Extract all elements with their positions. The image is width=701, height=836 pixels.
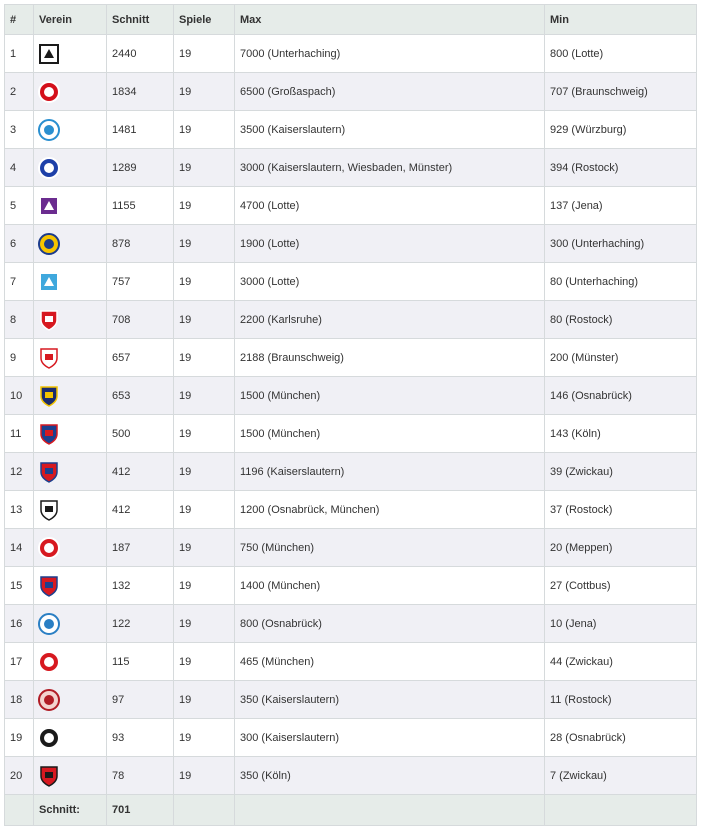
rank-cell: 20 bbox=[5, 757, 34, 795]
average-cell: 1834 bbox=[107, 73, 174, 111]
average-cell: 878 bbox=[107, 225, 174, 263]
games-cell: 19 bbox=[174, 415, 235, 453]
max-cell: 465 (München) bbox=[235, 643, 545, 681]
club-logo-cell bbox=[34, 491, 107, 529]
min-cell: 707 (Braunschweig) bbox=[545, 73, 697, 111]
rank-cell: 1 bbox=[5, 35, 34, 73]
rank-cell: 16 bbox=[5, 605, 34, 643]
club-crest-energie-icon[interactable] bbox=[38, 347, 60, 369]
games-cell: 19 bbox=[174, 377, 235, 415]
games-cell: 19 bbox=[174, 681, 235, 719]
column-header-max[interactable]: Max bbox=[235, 5, 545, 35]
max-cell: 1500 (München) bbox=[235, 415, 545, 453]
table-row bbox=[5, 35, 697, 73]
club-logo-cell bbox=[34, 757, 107, 795]
club-crest-sonnenhof-icon[interactable] bbox=[38, 765, 60, 787]
average-cell: 93 bbox=[107, 719, 174, 757]
column-header-rank[interactable]: # bbox=[5, 5, 34, 35]
average-cell: 757 bbox=[107, 263, 174, 301]
games-cell: 19 bbox=[174, 529, 235, 567]
min-cell: 39 (Zwickau) bbox=[545, 453, 697, 491]
average-cell: 122 bbox=[107, 605, 174, 643]
footer-label: Schnitt: bbox=[34, 795, 107, 826]
games-cell: 19 bbox=[174, 149, 235, 187]
footer-empty-cell bbox=[235, 795, 545, 826]
club-crest-eagle-icon[interactable] bbox=[38, 499, 60, 521]
min-cell: 44 (Zwickau) bbox=[545, 643, 697, 681]
min-cell: 137 (Jena) bbox=[545, 187, 697, 225]
column-header-club[interactable]: Verein bbox=[34, 5, 107, 35]
min-cell: 300 (Unterhaching) bbox=[545, 225, 697, 263]
rank-cell: 17 bbox=[5, 643, 34, 681]
min-cell: 11 (Rostock) bbox=[545, 681, 697, 719]
average-cell: 1481 bbox=[107, 111, 174, 149]
max-cell: 2200 (Karlsruhe) bbox=[235, 301, 545, 339]
club-crest-carl-zeiss-icon[interactable] bbox=[38, 385, 60, 407]
average-cell: 657 bbox=[107, 339, 174, 377]
games-cell: 19 bbox=[174, 301, 235, 339]
max-cell: 750 (München) bbox=[235, 529, 545, 567]
club-logo-cell bbox=[34, 225, 107, 263]
attendance-table bbox=[4, 4, 697, 826]
club-logo-cell bbox=[34, 111, 107, 149]
max-cell: 6500 (Großaspach) bbox=[235, 73, 545, 111]
rank-cell: 13 bbox=[5, 491, 34, 529]
min-cell: 20 (Meppen) bbox=[545, 529, 697, 567]
average-cell: 500 bbox=[107, 415, 174, 453]
club-crest-hfc-icon[interactable] bbox=[38, 309, 60, 331]
table-header-row bbox=[5, 5, 697, 35]
average-cell: 412 bbox=[107, 491, 174, 529]
rank-cell: 9 bbox=[5, 339, 34, 377]
max-cell: 300 (Kaiserslautern) bbox=[235, 719, 545, 757]
average-cell: 187 bbox=[107, 529, 174, 567]
club-crest-vfr-icon[interactable] bbox=[38, 727, 60, 749]
table-row bbox=[5, 415, 697, 453]
table-row bbox=[5, 301, 697, 339]
max-cell: 3000 (Kaiserslautern, Wiesbaden, Münster) bbox=[235, 149, 545, 187]
min-cell: 37 (Rostock) bbox=[545, 491, 697, 529]
average-cell: 132 bbox=[107, 567, 174, 605]
table-row bbox=[5, 225, 697, 263]
max-cell: 7000 (Unterhaching) bbox=[235, 35, 545, 73]
club-logo-cell bbox=[34, 263, 107, 301]
rank-cell: 19 bbox=[5, 719, 34, 757]
max-cell: 1200 (Osnabrück, München) bbox=[235, 491, 545, 529]
rank-cell: 8 bbox=[5, 301, 34, 339]
rank-cell: 15 bbox=[5, 567, 34, 605]
max-cell: 1900 (Lotte) bbox=[235, 225, 545, 263]
table-row bbox=[5, 567, 697, 605]
club-crest-sga-icon[interactable] bbox=[38, 461, 60, 483]
games-cell: 19 bbox=[174, 111, 235, 149]
table-row bbox=[5, 149, 697, 187]
min-cell: 27 (Cottbus) bbox=[545, 567, 697, 605]
club-logo-cell bbox=[34, 453, 107, 491]
average-cell: 412 bbox=[107, 453, 174, 491]
games-cell: 19 bbox=[174, 453, 235, 491]
games-cell: 19 bbox=[174, 643, 235, 681]
club-logo-cell bbox=[34, 339, 107, 377]
games-cell: 19 bbox=[174, 757, 235, 795]
max-cell: 350 (Kaiserslautern) bbox=[235, 681, 545, 719]
min-cell: 200 (Münster) bbox=[545, 339, 697, 377]
table-row bbox=[5, 643, 697, 681]
club-logo-cell bbox=[34, 415, 107, 453]
club-crest-ship-icon[interactable] bbox=[38, 119, 60, 141]
column-header-average[interactable]: Schnitt bbox=[107, 5, 174, 35]
average-cell: 115 bbox=[107, 643, 174, 681]
club-logo-cell bbox=[34, 377, 107, 415]
club-crest-sfl-icon[interactable] bbox=[38, 613, 60, 635]
average-cell: 1155 bbox=[107, 187, 174, 225]
rank-cell: 4 bbox=[5, 149, 34, 187]
min-cell: 28 (Osnabrück) bbox=[545, 719, 697, 757]
rank-cell: 6 bbox=[5, 225, 34, 263]
games-cell: 19 bbox=[174, 719, 235, 757]
max-cell: 2188 (Braunschweig) bbox=[235, 339, 545, 377]
rank-cell: 2 bbox=[5, 73, 34, 111]
club-logo-cell bbox=[34, 35, 107, 73]
max-cell: 800 (Osnabrück) bbox=[235, 605, 545, 643]
club-logo-cell bbox=[34, 643, 107, 681]
club-crest-vfl-icon[interactable] bbox=[38, 195, 60, 217]
club-crest-spvgg-icon[interactable] bbox=[38, 575, 60, 597]
club-crest-fortuna-icon[interactable] bbox=[38, 651, 60, 673]
table-row bbox=[5, 681, 697, 719]
min-cell: 80 (Unterhaching) bbox=[545, 263, 697, 301]
max-cell: 3000 (Lotte) bbox=[235, 263, 545, 301]
table-row bbox=[5, 111, 697, 149]
min-cell: 7 (Zwickau) bbox=[545, 757, 697, 795]
club-crest-lion-icon[interactable] bbox=[38, 43, 60, 65]
rank-cell: 5 bbox=[5, 187, 34, 225]
rank-cell: 7 bbox=[5, 263, 34, 301]
max-cell: 4700 (Lotte) bbox=[235, 187, 545, 225]
club-logo-cell bbox=[34, 719, 107, 757]
club-crest-lion-yellow-icon[interactable] bbox=[38, 233, 60, 255]
table-row bbox=[5, 73, 697, 111]
min-cell: 800 (Lotte) bbox=[545, 35, 697, 73]
table-row bbox=[5, 263, 697, 301]
club-logo-cell bbox=[34, 605, 107, 643]
games-cell: 19 bbox=[174, 187, 235, 225]
table-row bbox=[5, 605, 697, 643]
club-logo-cell bbox=[34, 681, 107, 719]
table-row bbox=[5, 453, 697, 491]
games-cell: 19 bbox=[174, 567, 235, 605]
club-crest-ksc-icon[interactable] bbox=[38, 157, 60, 179]
games-cell: 19 bbox=[174, 491, 235, 529]
club-logo-cell bbox=[34, 187, 107, 225]
club-crest-fck-icon[interactable] bbox=[38, 81, 60, 103]
footer-empty-cell bbox=[545, 795, 697, 826]
games-cell: 19 bbox=[174, 73, 235, 111]
games-cell: 19 bbox=[174, 605, 235, 643]
club-logo-cell bbox=[34, 73, 107, 111]
games-cell: 19 bbox=[174, 35, 235, 73]
club-crest-fsv-icon[interactable] bbox=[38, 423, 60, 445]
club-logo-cell bbox=[34, 301, 107, 339]
average-cell: 1289 bbox=[107, 149, 174, 187]
column-header-min[interactable]: Min bbox=[545, 5, 697, 35]
footer-empty-cell bbox=[174, 795, 235, 826]
max-cell: 1196 (Kaiserslautern) bbox=[235, 453, 545, 491]
footer-average-value: 701 bbox=[107, 795, 174, 826]
table-footer-row bbox=[5, 795, 697, 826]
club-crest-fwk-icon[interactable] bbox=[38, 537, 60, 559]
average-cell: 78 bbox=[107, 757, 174, 795]
max-cell: 1500 (München) bbox=[235, 377, 545, 415]
club-logo-cell bbox=[34, 567, 107, 605]
min-cell: 929 (Würzburg) bbox=[545, 111, 697, 149]
table-row bbox=[5, 377, 697, 415]
max-cell: 1400 (München) bbox=[235, 567, 545, 605]
table-row bbox=[5, 339, 697, 377]
table-row bbox=[5, 529, 697, 567]
max-cell: 3500 (Kaiserslautern) bbox=[235, 111, 545, 149]
min-cell: 10 (Jena) bbox=[545, 605, 697, 643]
max-cell: 350 (Köln) bbox=[235, 757, 545, 795]
rank-cell: 12 bbox=[5, 453, 34, 491]
footer-empty-cell bbox=[5, 795, 34, 826]
column-header-games[interactable]: Spiele bbox=[174, 5, 235, 35]
min-cell: 80 (Rostock) bbox=[545, 301, 697, 339]
table-row bbox=[5, 719, 697, 757]
average-cell: 97 bbox=[107, 681, 174, 719]
table-row bbox=[5, 491, 697, 529]
club-logo-cell bbox=[34, 529, 107, 567]
table-row bbox=[5, 757, 697, 795]
club-logo-cell bbox=[34, 149, 107, 187]
average-cell: 2440 bbox=[107, 35, 174, 73]
club-crest-svww-icon[interactable] bbox=[38, 689, 60, 711]
games-cell: 19 bbox=[174, 225, 235, 263]
average-cell: 708 bbox=[107, 301, 174, 339]
rank-cell: 10 bbox=[5, 377, 34, 415]
min-cell: 143 (Köln) bbox=[545, 415, 697, 453]
rank-cell: 14 bbox=[5, 529, 34, 567]
min-cell: 394 (Rostock) bbox=[545, 149, 697, 187]
rank-cell: 3 bbox=[5, 111, 34, 149]
club-crest-m-icon[interactable] bbox=[38, 271, 60, 293]
table-row bbox=[5, 187, 697, 225]
rank-cell: 11 bbox=[5, 415, 34, 453]
games-cell: 19 bbox=[174, 263, 235, 301]
min-cell: 146 (Osnabrück) bbox=[545, 377, 697, 415]
games-cell: 19 bbox=[174, 339, 235, 377]
average-cell: 653 bbox=[107, 377, 174, 415]
rank-cell: 18 bbox=[5, 681, 34, 719]
